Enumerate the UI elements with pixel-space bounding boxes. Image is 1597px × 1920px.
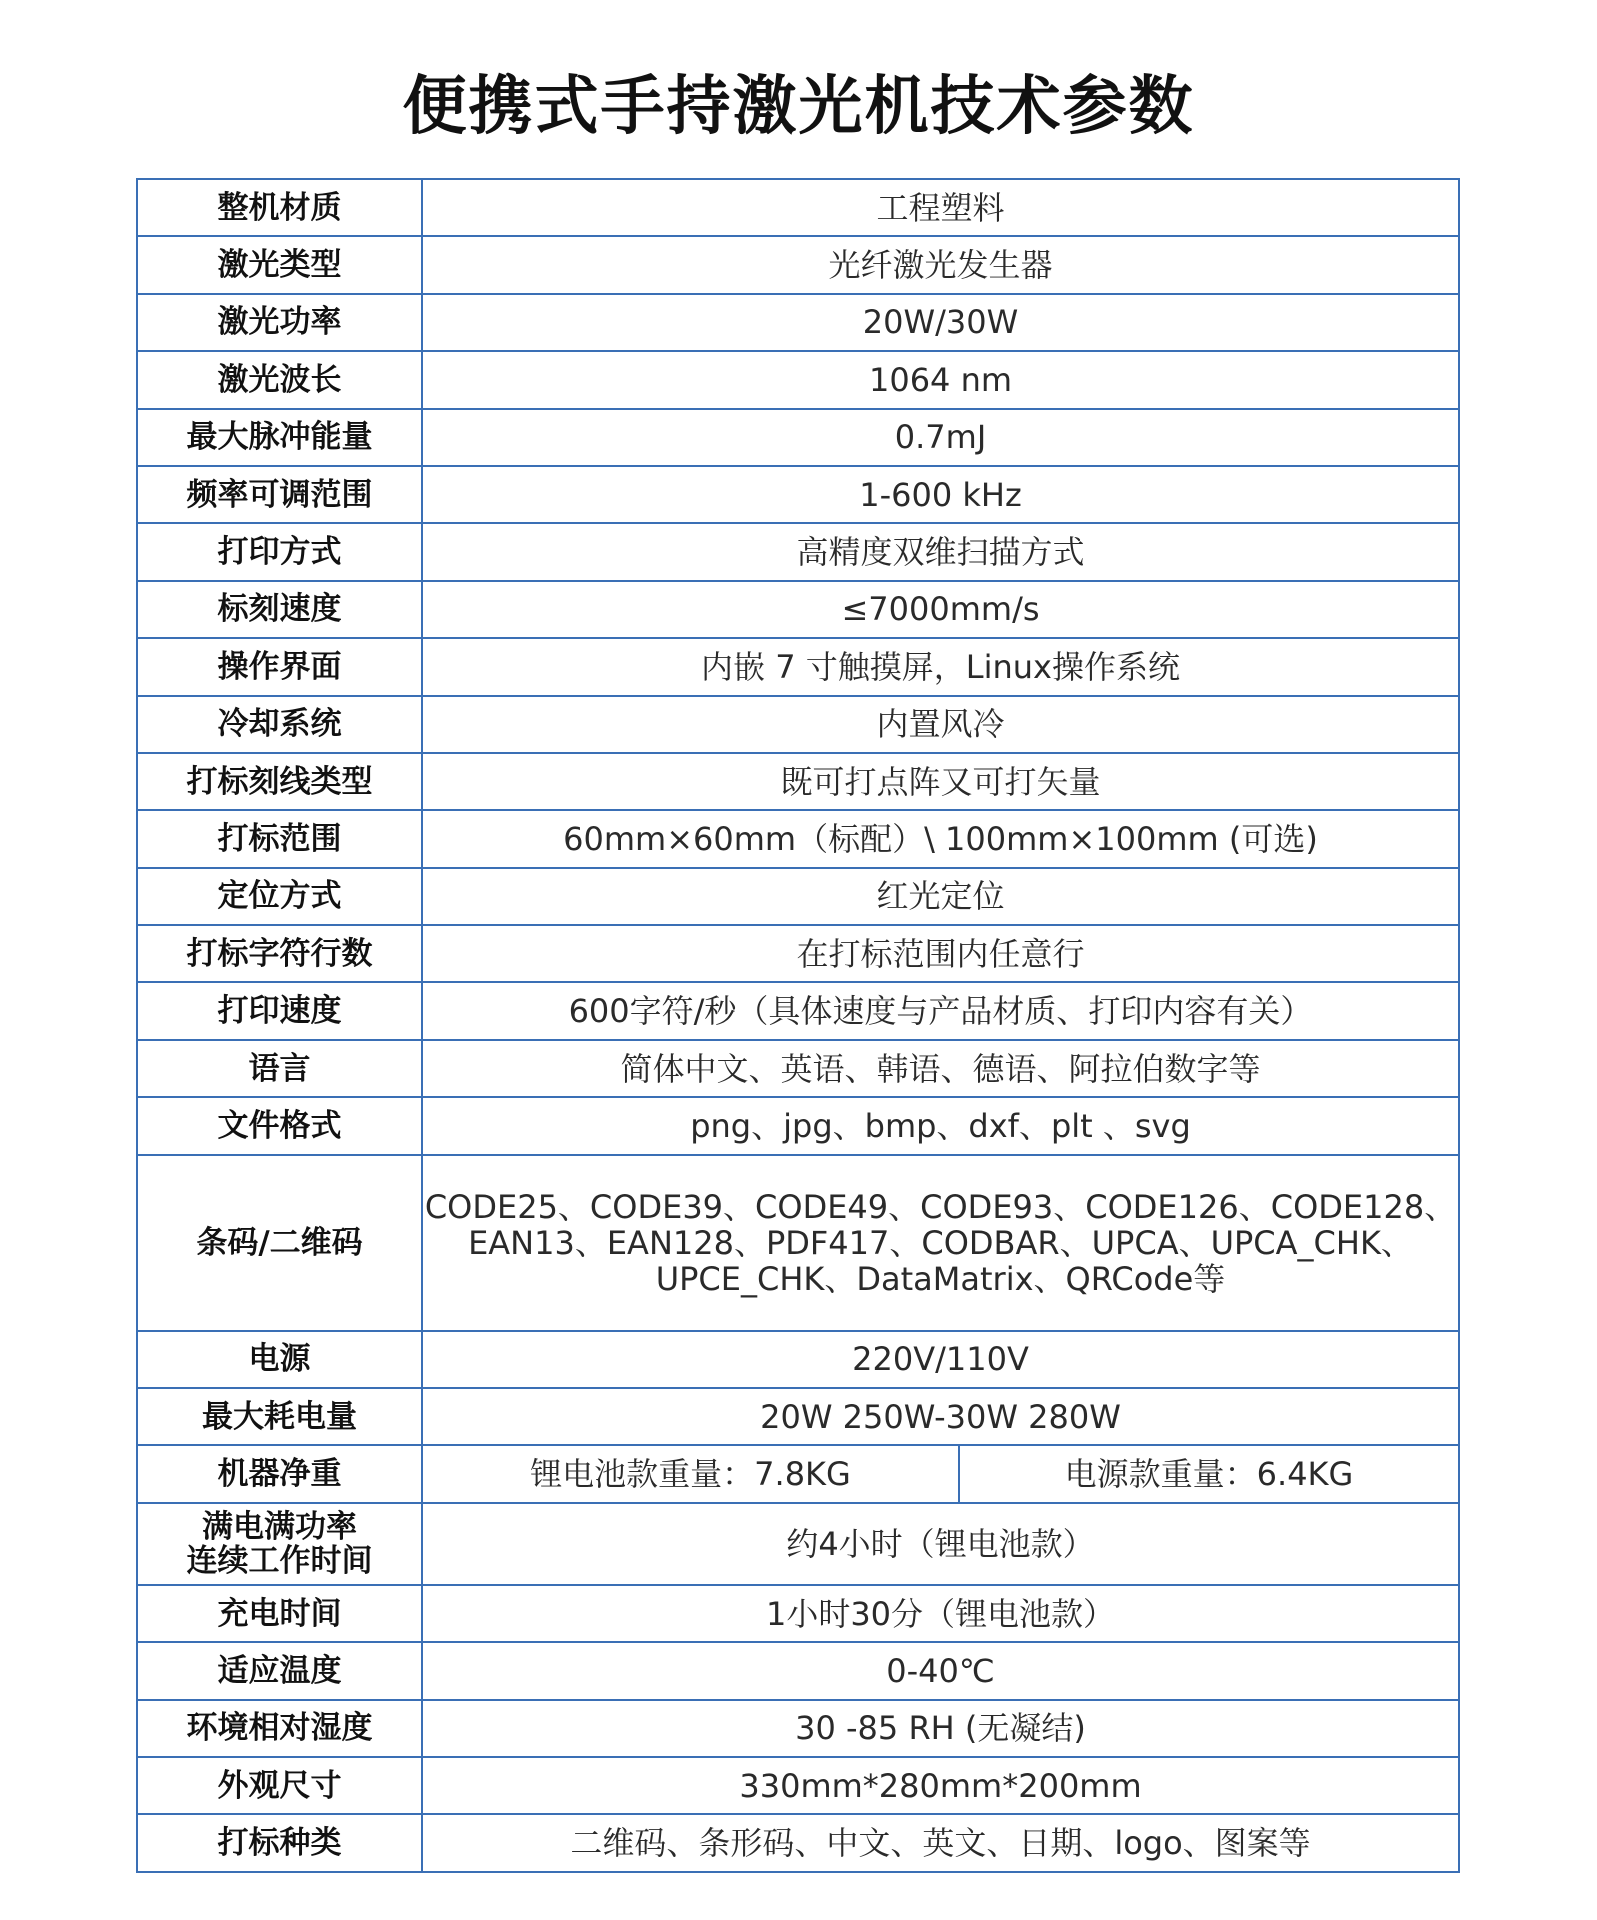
row-label: 整机材质 xyxy=(137,179,422,236)
table-row xyxy=(137,523,1459,580)
row-label: 打标字符行数 xyxy=(137,925,422,982)
row-label: 打标范围 xyxy=(137,810,422,867)
row-value: 1064 nm xyxy=(422,351,1459,408)
row-value: 1-600 kHz xyxy=(422,466,1459,523)
row-value-left: 锂电池款重量：7.8KG xyxy=(422,1445,959,1502)
table-row xyxy=(137,1700,1459,1757)
row-label: 条码/二维码 xyxy=(137,1155,422,1331)
row-value: 1小时30分（锂电池款） xyxy=(422,1585,1459,1642)
row-value: 内置风冷 xyxy=(422,696,1459,753)
table-row xyxy=(137,925,1459,982)
row-label: 环境相对湿度 xyxy=(137,1700,422,1757)
table-row xyxy=(137,696,1459,753)
row-value: 工程塑料 xyxy=(422,179,1459,236)
row-value: 二维码、条形码、中文、英文、日期、logo、图案等 xyxy=(422,1814,1459,1871)
row-value: 20W/30W xyxy=(422,294,1459,351)
row-label: 冷却系统 xyxy=(137,696,422,753)
row-value: 0.7mJ xyxy=(422,409,1459,466)
row-value: 30 -85 RH (无凝结) xyxy=(422,1700,1459,1757)
row-value: 600字符/秒（具体速度与产品材质、打印内容有关） xyxy=(422,982,1459,1039)
row-label xyxy=(137,1503,422,1585)
table-row xyxy=(137,409,1459,466)
row-label: 定位方式 xyxy=(137,868,422,925)
row-value: 0-40℃ xyxy=(422,1642,1459,1699)
row-value: 内嵌 7 寸触摸屏，Linux操作系统 xyxy=(422,638,1459,695)
row-label: 语言 xyxy=(137,1040,422,1097)
row-label-line: 满电满功率 xyxy=(202,1508,357,1545)
table-row xyxy=(137,1097,1459,1154)
row-value: 约4小时（锂电池款） xyxy=(422,1503,1459,1585)
row-value: ≤7000mm/s xyxy=(422,581,1459,638)
row-label: 激光功率 xyxy=(137,294,422,351)
table-row xyxy=(137,236,1459,293)
row-label: 外观尺寸 xyxy=(137,1757,422,1814)
table-row xyxy=(137,810,1459,867)
row-label: 文件格式 xyxy=(137,1097,422,1154)
table-row xyxy=(137,868,1459,925)
table-row xyxy=(137,753,1459,810)
table-row xyxy=(137,1757,1459,1814)
row-value xyxy=(422,1155,1459,1331)
row-value: 光纤激光发生器 xyxy=(422,236,1459,293)
row-value-right: 电源款重量：6.4KG xyxy=(959,1445,1459,1502)
table-row xyxy=(137,1503,1459,1585)
row-value: 330mm*280mm*200mm xyxy=(422,1757,1459,1814)
row-label: 适应温度 xyxy=(137,1642,422,1699)
row-value: 60mm×60mm（标配）\ 100mm×100mm (可选) xyxy=(422,810,1459,867)
row-value: 简体中文、英语、韩语、德语、阿拉伯数字等 xyxy=(422,1040,1459,1097)
row-value: png、jpg、bmp、dxf、plt 、svg xyxy=(422,1097,1459,1154)
table-row xyxy=(137,581,1459,638)
row-value: 在打标范围内任意行 xyxy=(422,925,1459,982)
barcode-line: UPCE_CHK、DataMatrix、QRCode等 xyxy=(655,1259,1226,1298)
page-title: 便携式手持激光机技术参数 xyxy=(402,70,1195,144)
row-value: 高精度双维扫描方式 xyxy=(422,523,1459,580)
row-label: 频率可调范围 xyxy=(137,466,422,523)
row-label: 机器净重 xyxy=(137,1445,422,1502)
barcode-line: CODE25、CODE39、CODE49、CODE93、CODE126、CODE128、 xyxy=(424,1187,1457,1226)
row-label: 电源 xyxy=(137,1331,422,1388)
table-row xyxy=(137,179,1459,236)
row-value: 既可打点阵又可打矢量 xyxy=(422,753,1459,810)
row-label: 激光类型 xyxy=(137,236,422,293)
row-label-line: 连续工作时间 xyxy=(186,1542,373,1579)
table-row xyxy=(137,1388,1459,1445)
row-value: 220V/110V xyxy=(422,1331,1459,1388)
row-label: 打标种类 xyxy=(137,1814,422,1871)
row-label: 打印方式 xyxy=(137,523,422,580)
table-row xyxy=(137,466,1459,523)
table-row xyxy=(137,1445,1459,1502)
row-label: 操作界面 xyxy=(137,638,422,695)
table-row xyxy=(137,1642,1459,1699)
row-label: 打印速度 xyxy=(137,982,422,1039)
table-row xyxy=(137,294,1459,351)
table-row xyxy=(137,982,1459,1039)
row-label: 最大耗电量 xyxy=(137,1388,422,1445)
row-label: 最大脉冲能量 xyxy=(137,409,422,466)
table-row xyxy=(137,1814,1459,1871)
row-value: 20W 250W-30W 280W xyxy=(422,1388,1459,1445)
row-label: 打标刻线类型 xyxy=(137,753,422,810)
table-row xyxy=(137,1040,1459,1097)
row-value: 红光定位 xyxy=(422,868,1459,925)
barcode-line: EAN13、EAN128、PDF417、CODBAR、UPCA、UPCA_CHK、 xyxy=(468,1223,1413,1262)
spec-table xyxy=(136,178,1460,1873)
table-row xyxy=(137,1155,1459,1331)
table-row xyxy=(137,1585,1459,1642)
table-row xyxy=(137,351,1459,408)
row-label: 激光波长 xyxy=(137,351,422,408)
row-label: 充电时间 xyxy=(137,1585,422,1642)
table-row xyxy=(137,1331,1459,1388)
table-row xyxy=(137,638,1459,695)
row-label: 标刻速度 xyxy=(137,581,422,638)
